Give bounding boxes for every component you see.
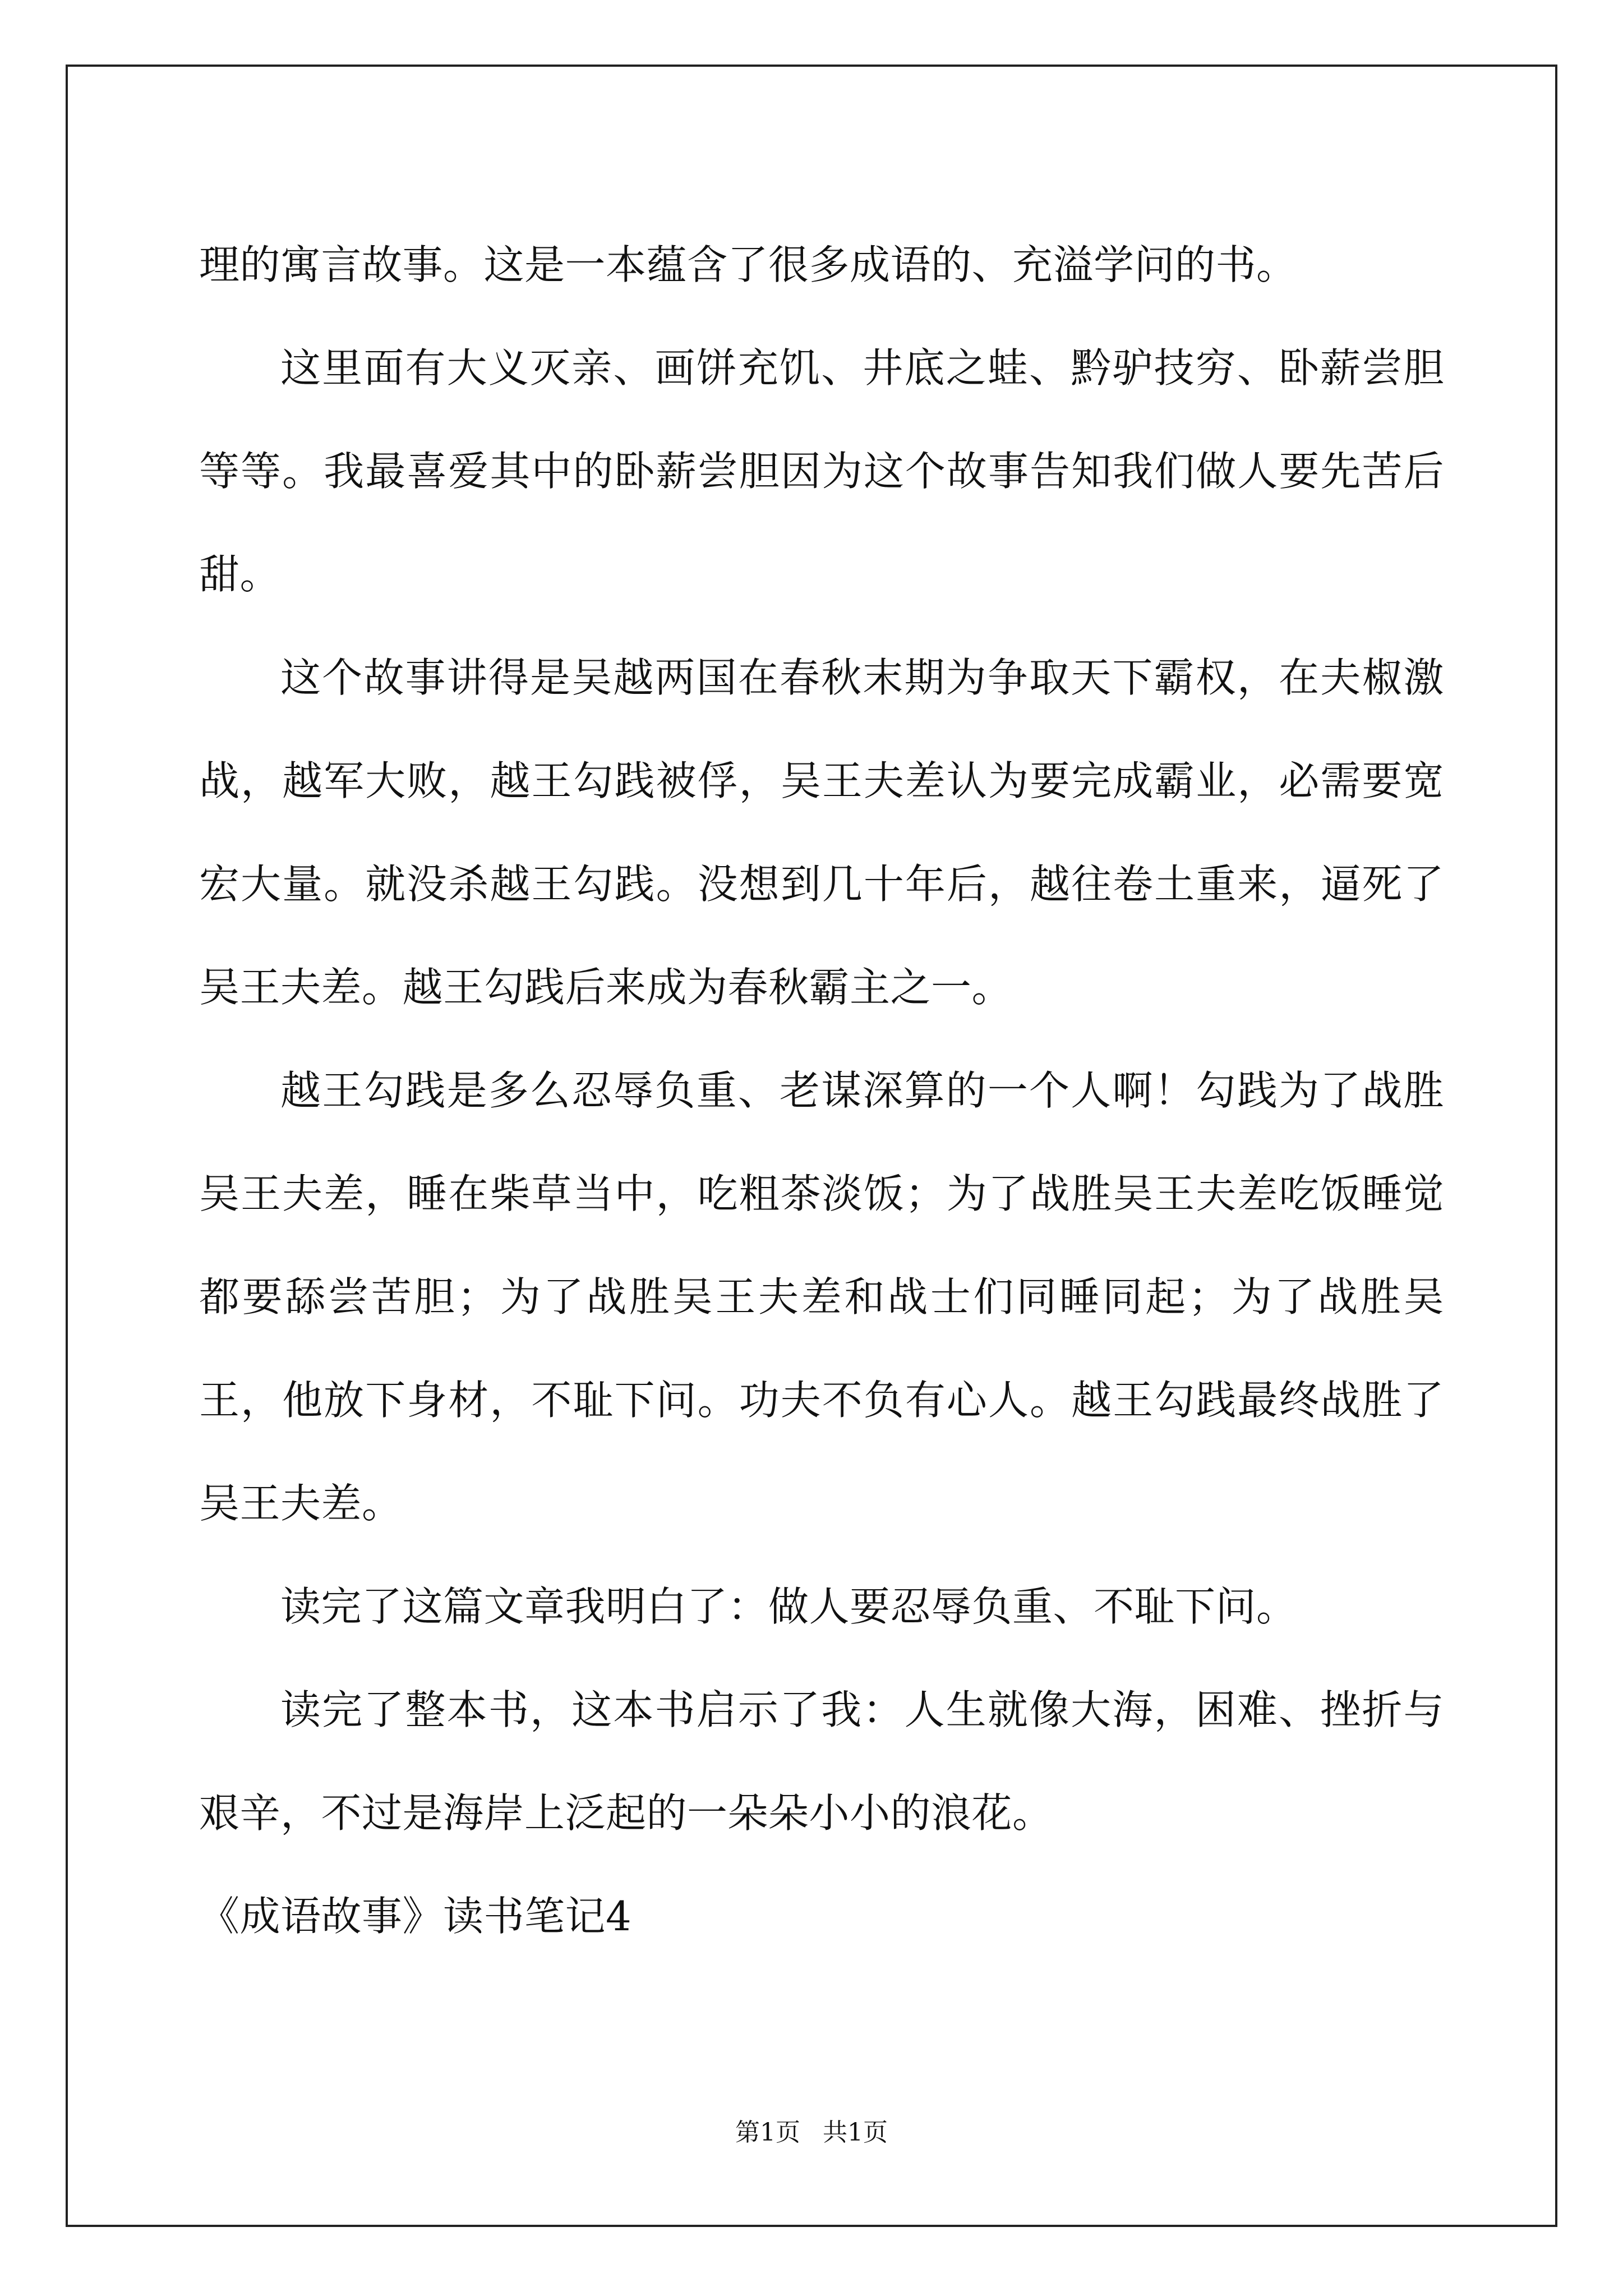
paragraph-2: 这里面有大义灭亲、画饼充饥、井底之蛙、黔驴技穷、卧薪尝胆等等。我最喜爱其中的卧薪尝胆因为这个故事告知我们做人要先苦后甜。	[199, 344, 1444, 598]
page-number: 第1页	[735, 2118, 800, 2147]
paragraph-6: 读完了整本书，这本书启示了我：人生就像大海，困难、挫折与艰辛，不过是海岸上泛起的一朵朵小小的浪花。	[199, 1686, 1444, 1837]
paragraph-3: 这个故事讲得是吴越两国在春秋末期为争取天下霸权，在夫椒激战，越军大败，越王勾践被俘，吴王夫差认为要完成霸业，必需要宽宏大量。就没杀越王勾践。没想到几十年后，越往卷土重来，逼死了吴王夫差。越王勾践后来成为春秋霸主之一。	[199, 654, 1444, 1011]
document-body	[199, 213, 1444, 1968]
page-total: 共1页	[823, 2118, 888, 2147]
paragraph-4: 越王勾践是多么忍辱负重、老谋深算的一个人啊！勾践为了战胜吴王夫差，睡在柴草当中，吃粗茶淡饭；为了战胜吴王夫差吃饭睡觉都要舔尝苦胆；为了战胜吴王夫差和战士们同睡同起；为了战胜吴王，他放下身材，不耻下问。功夫不负有心人。越王勾践最终战胜了吴王夫差。	[199, 1067, 1444, 1527]
paragraph-5: 读完了这篇文章我明白了：做人要忍辱负重、不耻下问。	[280, 1583, 1297, 1630]
page-footer	[0, 2112, 1623, 2148]
paragraph-1: 理的寓言故事。这是一本蕴含了很多成语的、充溢学问的书。	[199, 241, 1297, 288]
section-heading: 《成语故事》读书笔记4	[199, 1893, 632, 1940]
